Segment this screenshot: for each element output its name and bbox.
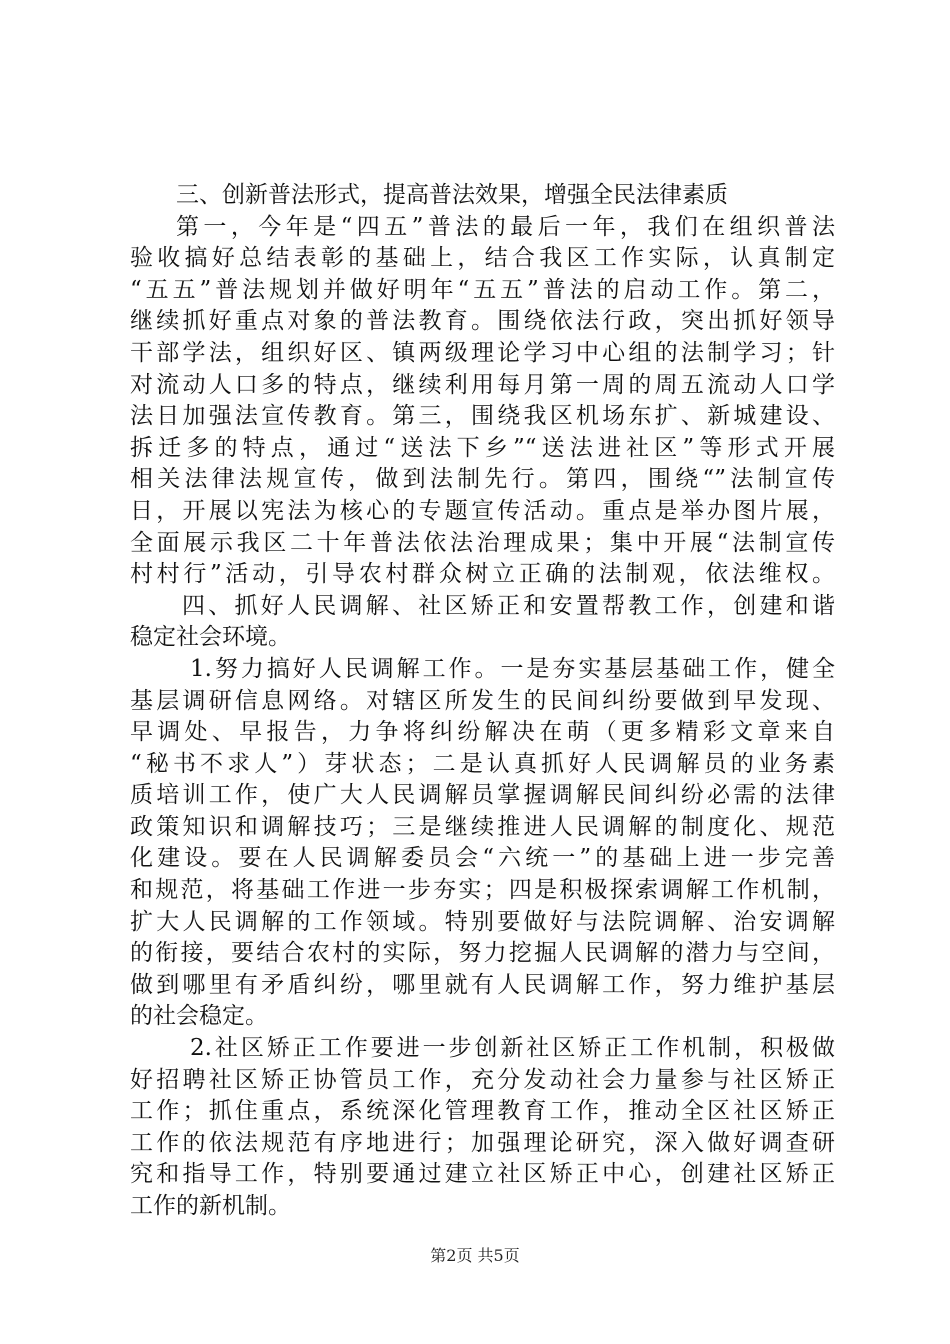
text-line: 拆迁多的特点，通过“送法下乡”“送法进社区”等形式开展 — [130, 434, 835, 461]
text-line: 法日加强法宣传教育。第三，围绕我区机场东扩、新城建设、 — [130, 403, 835, 430]
section-heading-four — [130, 591, 835, 654]
page-footer — [0, 1243, 950, 1266]
paragraph-mediation — [130, 654, 835, 1033]
text-line: 继续抓好重点对象的普法教育。围绕依法行政，突出抓好领导 — [130, 308, 835, 335]
text-line: 相关法律法规宣传，做到法制先行。第四，围绕“”法制宣传 — [130, 466, 835, 493]
text-line: 村村行”活动，引导农村群众树立正确的法制观，依法维权。 — [130, 561, 835, 588]
text-line: 扩大人民调解的工作领域。特别要做好与法院调解、治安调解 — [130, 908, 835, 935]
text-line: 化建设。要在人民调解委员会“六统一”的基础上进一步完善 — [130, 845, 835, 872]
text-line: 干部学法，组织好区、镇两级理论学习中心组的法制学习；针 — [130, 339, 835, 366]
text-line: 好招聘社区矫正协管员工作，充分发动社会力量参与社区矫正 — [130, 1066, 835, 1093]
paragraph-community-correction — [130, 1033, 835, 1223]
document-body — [130, 180, 835, 1223]
text-line: 工作；抓住重点，系统深化管理教育工作，推动全区社区矫正 — [130, 1098, 835, 1125]
text-line: 的衔接，要结合农村的实际，努力挖掘人民调解的潜力与空间， — [130, 940, 835, 967]
text-line: 做到哪里有矛盾纠纷，哪里就有人民调解工作，努力维护基层 — [130, 971, 835, 998]
text-line: 早调处、早报告，力争将纠纷解决在萌（更多精彩文章来自 — [130, 719, 835, 746]
text-line: 质培训工作，使广大人民调解员掌握调解民间纠纷必需的法律 — [130, 782, 835, 809]
text-line: 三、创新普法形式，提高普法效果，增强全民法律素质 — [176, 182, 728, 208]
section-heading-three — [130, 180, 835, 212]
text-line: 日，开展以宪法为核心的专题宣传活动。重点是举办图片展， — [130, 497, 835, 524]
text-line: 2.社区矫正工作要进一步创新社区矫正工作机制，积极做 — [190, 1035, 835, 1062]
text-line: 政策知识和调解技巧；三是继续推进人民调解的制度化、规范 — [130, 813, 835, 840]
text-line: 的社会稳定。 — [130, 1003, 268, 1030]
text-line: 基层调研信息网络。对辖区所发生的民间纠纷要做到早发现、 — [130, 687, 835, 714]
text-line: “五五”普法规划并做好明年“五五”普法的启动工作。第二， — [130, 276, 835, 303]
page-number: 第2页 共5页 — [430, 1246, 520, 1265]
paragraph-legal-education — [130, 212, 835, 591]
text-line: 1.努力搞好人民调解工作。一是夯实基层基础工作，健全 — [190, 655, 835, 682]
text-line: 对流动人口多的特点，继续利用每月第一周的周五流动人口学 — [130, 371, 835, 398]
text-line: 稳定社会环境。 — [130, 624, 291, 651]
text-line: 究和指导工作，特别要通过建立社区矫正中心，创建社区矫正 — [130, 1161, 835, 1188]
text-line: 全面展示我区二十年普法依法治理成果；集中开展“法制宣传 — [130, 529, 835, 556]
text-line: 工作的依法规范有序地进行；加强理论研究，深入做好调查研 — [130, 1129, 835, 1156]
text-line: 和规范，将基础工作进一步夯实；四是积极探索调解工作机制， — [130, 877, 835, 904]
text-line: 工作的新机制。 — [130, 1193, 291, 1219]
text-line: 验收搞好总结表彰的基础上，结合我区工作实际，认真制定 — [130, 245, 835, 272]
text-line: 第一，今年是“四五”普法的最后一年，我们在组织普法 — [176, 213, 835, 240]
text-line: 四、抓好人民调解、社区矫正和安置帮教工作，创建和谐 — [182, 592, 835, 619]
text-line: “秘书不求人”）芽状态；二是认真抓好人民调解员的业务素 — [130, 750, 835, 777]
